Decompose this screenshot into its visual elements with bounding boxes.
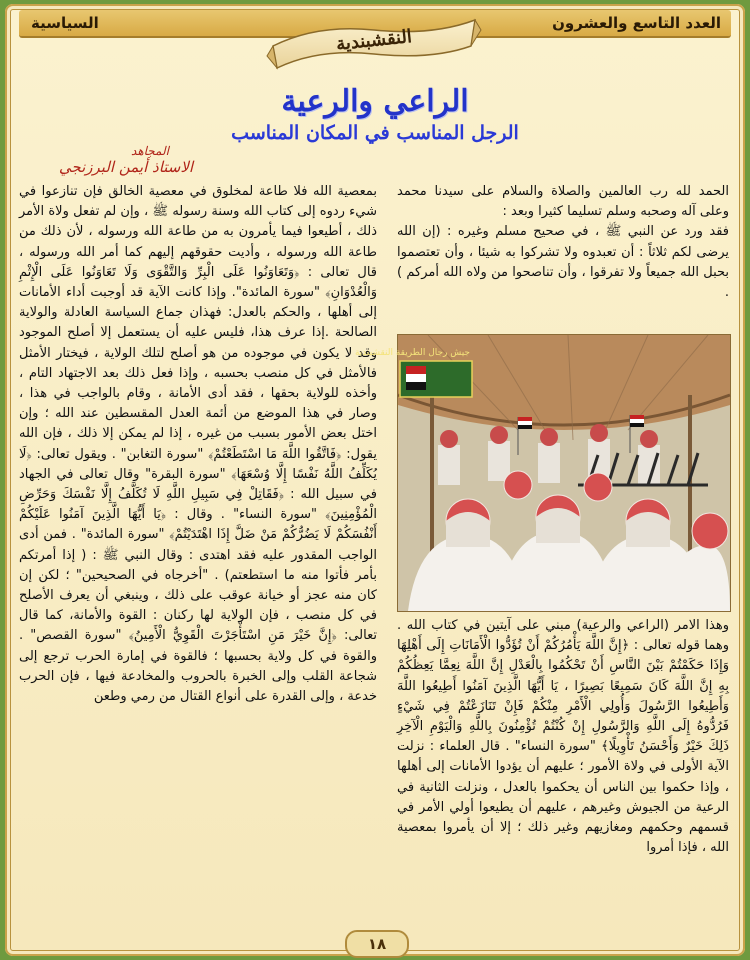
author-name: الاستاذ أيمن البرزنجي	[58, 158, 194, 176]
right-column-intro	[397, 182, 729, 332]
left-column-text: بمعصية الله فلا طاعة لمخلوق في معصية الخالق فإن تنازعوا في شيء ردوه إلى كتاب الله وسنة رسوله ﷺ ، وإن لم تفعل ولاة الأمر ذلك ، أطيعوا فيما يأمرون به من طاعة الله ورسوله ، لأن ذلك من طاعة الله ورسوله ، وأديت حقوقهم إليهم كما أمر الله ورسوله ، قال تعالى : ﴿وَتَعَاوَنُوا عَلَى الْبِرِّ وَالتَّقْوَى وَلَا تَعَاوَنُوا عَلَى الْإِثْمِ وَالْعُدْوَانِ﴾ "سورة المائدة". وإذا كانت الآية قد أوجبت أداء الأمانات إلى أهلها ، والحكم بالعدل: فهذان جماع السياسة العادلة والولاية الصالحة .إذا عرف هذا، فليس عليه أن يستعمل إلا أصلح الموجود وقد لا يكون في موجوده من هو أصلح لتلك الولاية ، فيختار الأمثل فالأمثل في كل منصب بحسبه ، وإذا فعل ذلك بعد الاجتهاد التام ، وأخذه للولاية بحقها ، فقد أدى الأمانة ، وقام بالواجب في هذا ، وصار في هذا الموضع من أئمة العدل المقسطين عند الله ؛ وإن اختل بعض الأمور بسبب من غيره ، إذا لم يمكن إلا ذلك ، فإن الله يقول: ﴿فَاتَّقُوا اللَّهَ مَا اسْتَطَعْتُمْ﴾ "سورة التغابن" . ويقول تعالى: ﴿لَا يُكَلِّفُ اللَّهُ نَفْسًا إِلَّا وُسْعَهَا﴾ "سورة البقرة" وقال تعالى في الجهاد في سبيل الله : ﴿فَقَاتِلْ فِي سَبِيلِ اللَّهِ لَا تُكَلَّفُ إِلَّا نَفْسَكَ وَحَرِّضِ الْمُؤْمِنِينَ﴾ "سورة النساء" . وقال : ﴿يَا أَيُّهَا الَّذِينَ آمَنُوا عَلَيْكُمْ أَنْفُسَكُمْ لَا يَضُرُّكُمْ مَنْ ضَلَّ إِذَا اهْتَدَيْتُمْ﴾ "سورة المائدة" . فمن أدى الواجب المقدور عليه فقد اهتدى : وقال النبي ﷺ : ( إذا أمرتكم بأمر فأتوا منه ما استطعتم) . "أخرجاه في الصحيحين" ؛ لكن إن كان منه عجز أو خيانة عوقب على ذلك ، وينبغي أن يعرف الأصلح في كل منصب ، فإن الولاية لها ركنان : القوة والأمانة، كما قال تعالى: ﴿إِنَّ خَيْرَ مَنِ اسْتَأْجَرْتَ الْقَوِيُّ الْأَمِينُ﴾ "سورة القصص" . والقوة في كل ولاية بحسبها ؛ فالقوة في إمارة الحرب ترجع إلى شجاعة القلب وإلى الخبرة بالحروب والمخادعة فيها ، فإن الحرب خدعة ، وإلى القدرة على أنواع القتال من رمي وطعن	[19, 184, 377, 705]
intro-paragraph-2: فقد ورد عن النبي ﷺ ، في صحيح مسلم وغيره : (إن الله يرضى لكم ثلاثاً : أن تعبدوه ولا تشركوا به شيئا ، وأن تعتصموا بحبل الله جميعاً ولا تفرقوا ، وأن تناصحوا من ولاه الله أمركم ) .	[397, 224, 729, 301]
section-label: السياسية	[31, 14, 99, 32]
masthead-ribbon	[267, 16, 481, 70]
masthead-title: النقشبندية	[335, 26, 413, 55]
photo-overlay-caption: جيش رجال الطريقة النقشبندية	[354, 348, 470, 358]
left-column	[19, 182, 377, 934]
right-column-body	[397, 616, 729, 936]
fighters-photo-illustration	[354, 335, 730, 611]
article-title: الراعي والرعية	[281, 84, 469, 119]
issue-label: العدد التاسع والعشرون	[552, 14, 721, 32]
magazine-page	[5, 4, 745, 956]
article-photo	[354, 334, 731, 612]
body-paragraph: وهذا الامر (الراعي والرعية) مبني على آيتين في كتاب الله . وهما قوله تعالى : ﴿إِنَّ اللَّهَ يَأْمُرُكُمْ أَنْ تُؤَدُّوا الْأَمَانَاتِ إِلَى أَهْلِهَا وَإِذَا حَكَمْتُمْ بَيْنَ النَّاسِ أَنْ تَحْكُمُوا بِالْعَدْلِ إِنَّ اللَّهَ نِعِمَّا يَعِظُكُمْ بِهِ إِنَّ اللَّهَ كَانَ سَمِيعًا بَصِيرًا ، يَا أَيُّهَا الَّذِينَ آمَنُوا أَطِيعُوا اللَّهَ وَأَطِيعُوا الرَّسُولَ وَأُولِي الْأَمْرِ مِنْكُمْ فَإِنْ تَنَازَعْتُمْ فِي شَيْءٍ فَرُدُّوهُ إِلَى اللَّهِ وَالرَّسُولِ إِنْ كُنْتُمْ تُؤْمِنُونَ بِاللَّهِ وَالْيَوْمِ الْآخِرِ ذَلِكَ خَيْرٌ وَأَحْسَنُ تَأْوِيلًا﴾ "سورة النساء" . قال العلماء : نزلت الآية الأولى في ولاة الأمور ؛ عليهم أن يؤدوا الأمانات إلى أهلها ، وإذا حكموا بين الناس أن يحكموا بالعدل ، ونزلت الثانية في الرعية من الجيوش وغيرهم ، عليهم أن يطيعوا أولي الأمر في قسمهم وحكمهم ومغازيهم وغير ذلك ؛ إلا أن يأمروا بمعصية الله ، فإذا أمروا	[397, 618, 729, 856]
intro-paragraph-1: الحمد لله رب العالمين والصلاة والسلام على سيدنا محمد وعلى آله وصحبه وسلم تسليما كثيرا وبعد :	[397, 184, 729, 220]
page-number: ١٨	[345, 930, 409, 958]
article-subtitle: الرجل المناسب في المكان المناسب	[231, 122, 519, 144]
author-role: المجاهد	[131, 144, 169, 158]
